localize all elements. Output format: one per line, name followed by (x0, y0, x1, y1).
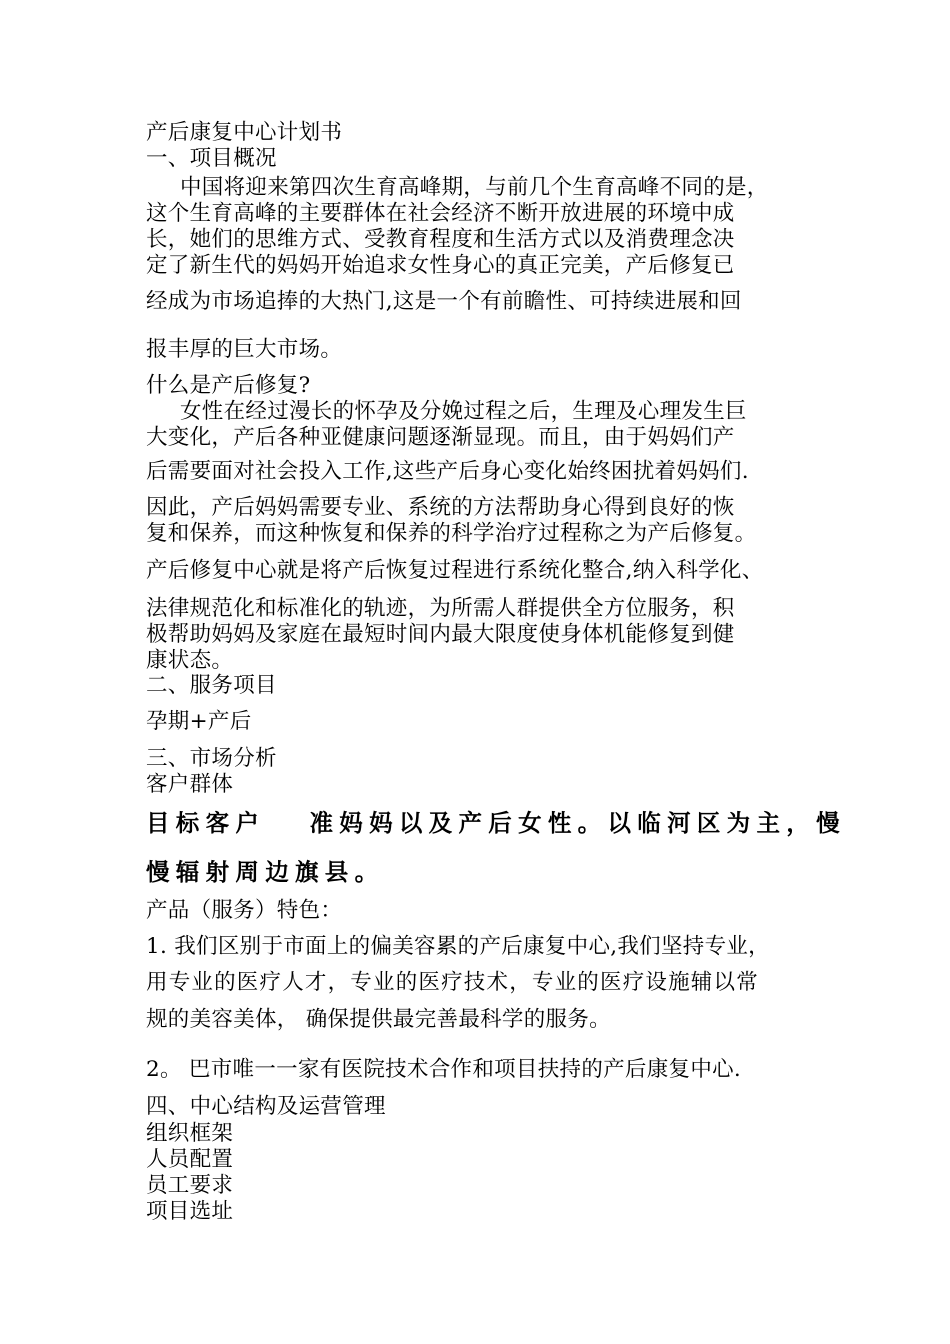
overview-para-line: 这个生育高峰的主要群体在社会经济不断开放进展的环境中成 (146, 201, 735, 226)
section-heading-structure: 四、中心结构及运营管理 (146, 1094, 386, 1119)
target-customer-line: 目标客户 准妈妈以及产后女性。以临河区为主，慢 (146, 809, 846, 837)
service-item: 孕期+产后 (146, 709, 252, 734)
repair-para-line: 法律规范化和标准化的轨迹，为所需人群提供全方位服务，积 (146, 596, 735, 621)
structure-item: 项目选址 (146, 1199, 234, 1224)
repair-para-line: 因此，产后妈妈需要专业、系统的方法帮助身心得到良好的恢 (146, 495, 735, 520)
target-customer-line: 慢辐射周边旗县。 (146, 858, 385, 886)
repair-para-line: 康状态。 (146, 648, 234, 673)
repair-para-line: 极帮助妈妈及家庭在最短时间内最大限度使身体机能修复到健 (146, 622, 735, 647)
repair-para-line: 复和保养，而这种恢复和保养的科学治疗过程称之为产后修复。 (146, 521, 757, 546)
overview-para-line: 定了新生代的妈妈开始追求女性身心的真正完美，产后修复已 (146, 253, 735, 278)
overview-para-line: 中国将迎来第四次生育高峰期，与前几个生育高峰不同的是， (180, 175, 769, 200)
document-title: 产后康复中心计划书 (146, 120, 343, 145)
overview-para-line: 长，她们的思维方式、受教育程度和生活方式以及消费理念决 (146, 227, 735, 252)
structure-item: 组织框架 (146, 1121, 234, 1146)
repair-para-line: 大变化，产后各种亚健康问题逐渐显现。而且，由于妈妈们产 (146, 425, 735, 450)
repair-para-line: 产后修复中心就是将产后恢复过程进行系统化整合,纳入科学化、 (146, 558, 764, 583)
features-heading: 产品（服务）特色： (146, 898, 343, 923)
feature-1-line: 规的美容美体， 确保提供最完善最科学的服务。 (146, 1007, 611, 1032)
section-heading-services: 二、服务项目 (146, 673, 277, 698)
subheading-customer-group: 客户群体 (146, 772, 234, 797)
overview-para-line: 经成为市场追捧的大热门,这是一个有前瞻性、可持续进展和回 (146, 289, 742, 314)
section-heading-overview: 一、项目概况 (146, 146, 277, 171)
feature-1-line: 用专业的医疗人才，专业的医疗技术，专业的医疗设施辅以常 (146, 970, 759, 995)
repair-para-line: 女性在经过漫长的怀孕及分娩过程之后，生理及心理发生巨 (180, 399, 747, 424)
feature-1-line: 1. 我们区别于市面上的偏美容累的产后康复中心,我们坚持专业， (146, 934, 770, 959)
section-heading-market: 三、市场分析 (146, 746, 277, 771)
repair-para-line: 后需要面对社会投入工作,这些产后身心变化始终困扰着妈妈们. (146, 459, 749, 484)
structure-item: 人员配置 (146, 1147, 234, 1172)
feature-2-line: 2。 巴市唯一一家有医院技术合作和项目扶持的产后康复中心. (146, 1057, 742, 1082)
structure-item: 员工要求 (146, 1173, 234, 1198)
subheading-what-is-postpartum-repair: 什么是产后修复? (146, 373, 311, 398)
overview-para-line: 报丰厚的巨大市场。 (146, 337, 343, 362)
